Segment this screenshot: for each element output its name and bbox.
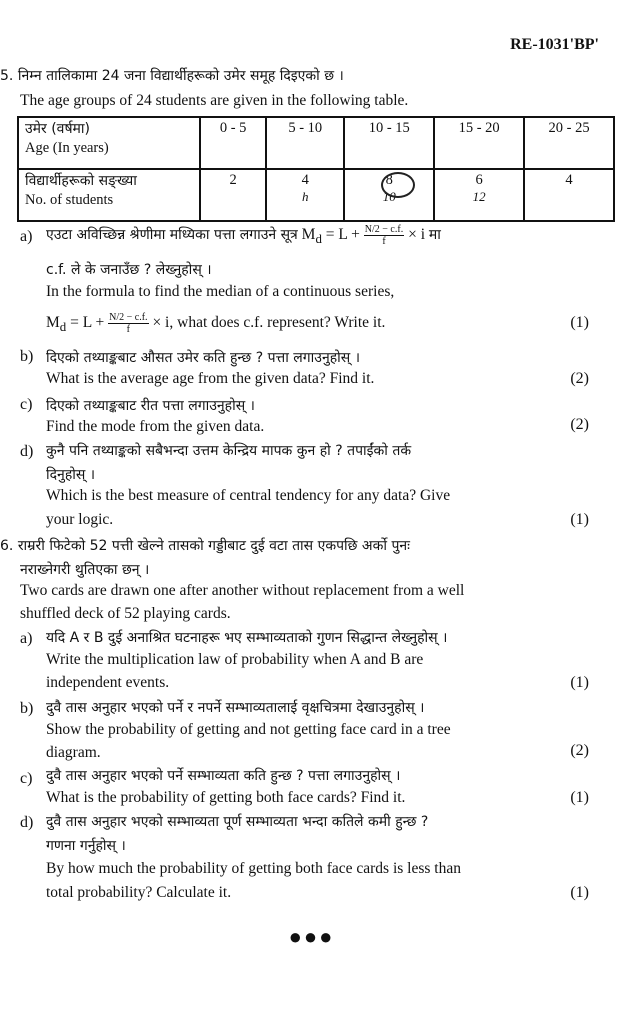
q5d-label: d) xyxy=(20,443,34,460)
q5b-marks: (2) xyxy=(570,370,589,387)
q6d-marks: (1) xyxy=(570,884,589,901)
q6-intro-english-line1: Two cards are drawn one after another without replacement from a well xyxy=(20,582,465,599)
student-count-cell: 6 12 xyxy=(434,169,524,221)
q6c-marks: (1) xyxy=(570,789,589,806)
row-header-age: उमेर (वर्षमा) Age (In years) xyxy=(18,117,200,169)
handwritten-note: 12 xyxy=(472,189,486,204)
q5b-nepali: दिएको तथ्याङ्कबाट औसत उमेर कति हुन्छ ? पत्ता लगाउनुहोस् । xyxy=(46,350,360,366)
q5d-english-line2: your logic. xyxy=(46,511,114,528)
q5d-marks: (1) xyxy=(570,511,589,528)
q6b-nepali: दुवै तास अनुहार भएको पर्ने र नपर्ने सम्भाव्यतालाई वृक्षचित्रमा देखाउनुहोस् । xyxy=(46,700,425,716)
q6-intro-english-line2: shuffled deck of 52 playing cards. xyxy=(20,605,231,622)
q6c-english: What is the probability of getting both face cards? Find it. xyxy=(46,789,406,806)
age-group-table xyxy=(17,116,615,222)
student-count-cell: 8 10 xyxy=(344,169,434,221)
q6d-english-line1: By how much the probability of getting both face cards is less than xyxy=(46,860,461,877)
q6a-marks: (1) xyxy=(570,674,589,691)
age-group-cell: 15 - 20 xyxy=(434,117,524,169)
q6c-nepali: दुवै तास अनुहार भएको पर्ने सम्भाव्यता कति हुन्छ ? पत्ता लगाउनुहोस् । xyxy=(46,768,401,784)
q5c-english: Find the mode from the given data. xyxy=(46,418,265,435)
q5-intro-english: The age groups of 24 students are given in the following table. xyxy=(20,92,409,109)
q6c-label: c) xyxy=(20,770,33,787)
age-group-cell: 20 - 25 xyxy=(524,117,614,169)
q6a-english-line2: independent events. xyxy=(46,674,170,691)
q6-intro-nepali-line1: 6. राम्ररी फिटेको 52 पत्ती खेल्ने तासको गड्डीबाट दुई वटा तास एकपछि अर्को पुनः xyxy=(0,538,411,554)
q6b-english-line1: Show the probability of getting and not getting face card in a tree xyxy=(46,721,451,738)
q6-number: 6. xyxy=(0,538,14,554)
age-group-cell: 10 - 15 xyxy=(344,117,434,169)
table-row-age xyxy=(18,117,614,169)
q5a-label: a) xyxy=(20,228,33,245)
q6d-nepali-line2: गणना गर्नुहोस् । xyxy=(46,838,126,854)
q5d-nepali-line1: कुनै पनि तथ्याङ्कको सबैभन्दा उत्तम केन्द्रिय मापक कुन हो ? तपाईंको तर्क xyxy=(46,443,412,459)
student-count-cell: 4 h xyxy=(266,169,344,221)
q5b-label: b) xyxy=(20,348,34,365)
q6a-label: a) xyxy=(20,630,33,647)
q5a-marks: (1) xyxy=(570,314,589,331)
q5b-english: What is the average age from the given data? Find it. xyxy=(46,370,375,387)
q6b-english-line2: diagram. xyxy=(46,744,101,761)
q5a-english-line1: In the formula to find the median of a continuous series, xyxy=(46,283,395,300)
q5c-nepali: दिएको तथ्याङ्कबाट रीत पत्ता लगाउनुहोस् । xyxy=(46,398,255,414)
q5a-nepali-line2: c.f. ले के जनाउँछ ? लेख्नुहोस् । xyxy=(46,262,212,278)
q5-number: 5. xyxy=(0,68,14,84)
q5a-english-line2: $M_d = L$ + $\frac{N/2 - c.f.}{f} \times i$, what does c.f. represent? Write it. xyxy=(46,312,386,335)
age-group-cell: 5 - 10 xyxy=(266,117,344,169)
q6d-nepali-line1: दुवै तास अनुहार भएको सम्भाव्यता पूर्ण सम्भाव्यता भन्दा कतिले कमी हुन्छ ? xyxy=(46,814,429,830)
handwritten-note: 10 xyxy=(382,189,396,204)
q6d-english-line2: total probability? Calculate it. xyxy=(46,884,232,901)
q6a-english-line1: Write the multiplication law of probability when A and B are xyxy=(46,651,424,668)
handwritten-note: h xyxy=(302,189,309,204)
table-row-students xyxy=(18,169,614,221)
continuation-dots: ●●● xyxy=(288,924,335,949)
q5c-label: c) xyxy=(20,396,33,413)
q5c-marks: (2) xyxy=(570,416,589,433)
q5-intro-nepali: 5. निम्न तालिकामा 24 जना विद्यार्थीहरूको उमेर समूह दिइएको छ । xyxy=(0,68,344,84)
student-count-cell: 2 xyxy=(200,169,266,221)
q6b-marks: (2) xyxy=(570,742,589,759)
student-count-cell: 4 xyxy=(524,169,614,221)
q6b-label: b) xyxy=(20,700,34,717)
q5a-nepali-line1: एउटा अविच्छिन्न श्रेणीमा मध्यिका पत्ता लगाउने सूत्र $M_d = L$ + $\frac{N/2 - c.f.}{f} \times i$ मा xyxy=(46,224,441,247)
q6d-label: d) xyxy=(20,814,34,831)
q5d-english-line1: Which is the best measure of central tendency for any data? Give xyxy=(46,487,451,504)
q6a-nepali: यदि A र B दुई अनाश्रित घटनाहरू भए सम्भाव्यताको गुणन सिद्धान्त लेख्नुहोस् । xyxy=(46,630,448,646)
age-group-cell: 0 - 5 xyxy=(200,117,266,169)
q6-intro-nepali-line2: नराख्नेगरी थुतिएका छन् । xyxy=(20,562,150,578)
row-header-students: विद्यार्थीहरूको सङ्ख्या No. of students xyxy=(18,169,200,221)
median-formula: $M_d = L$ + $\frac{N/2 - c.f.}{f} \times i$ xyxy=(301,224,426,247)
q5d-nepali-line2: दिनुहोस् । xyxy=(46,467,96,483)
paper-code: RE-1031'BP' xyxy=(510,36,599,53)
